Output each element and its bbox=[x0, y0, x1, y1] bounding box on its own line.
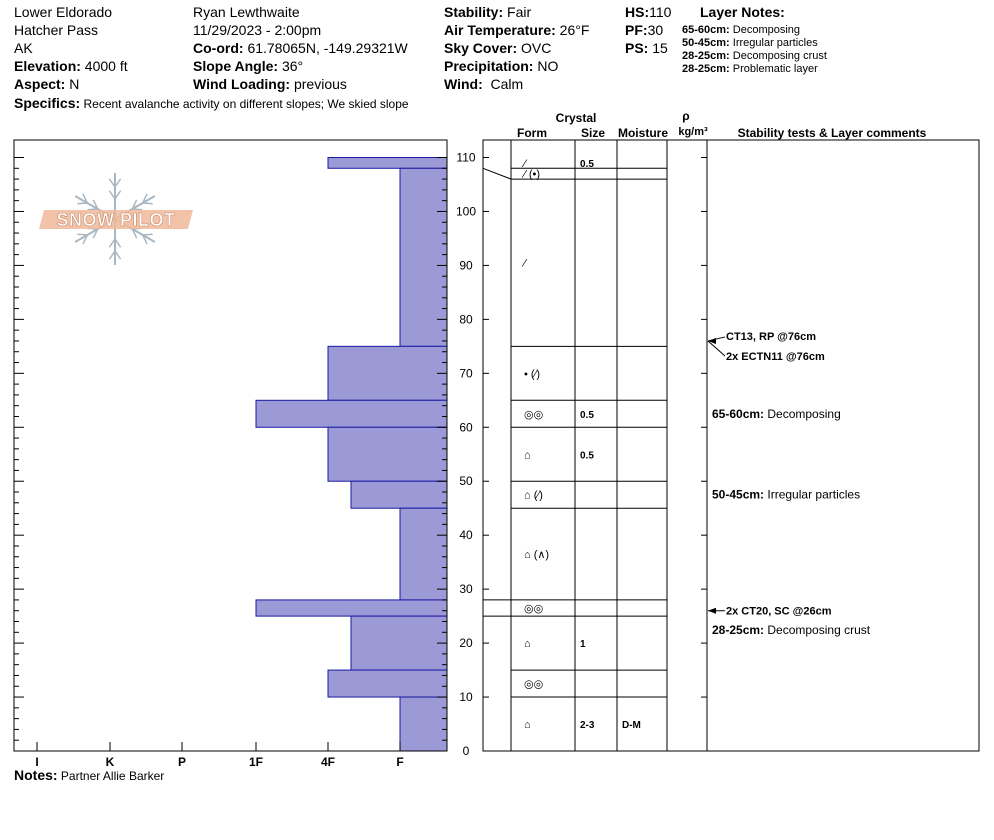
form-header: Form bbox=[517, 126, 547, 140]
grain-form: ◎◎ bbox=[524, 678, 544, 691]
snowflake-branch bbox=[77, 234, 87, 235]
height-tick-label: 50 bbox=[459, 474, 473, 489]
grain-form: ⌂ (∧) bbox=[524, 549, 550, 562]
height-tick-label: 60 bbox=[459, 420, 473, 435]
height-tick-label: 20 bbox=[459, 636, 473, 651]
snowflake-branch bbox=[77, 203, 87, 204]
height-tick-label: 40 bbox=[459, 528, 473, 543]
hardness-bar bbox=[400, 508, 447, 600]
hardness-bar bbox=[328, 670, 447, 697]
elevation: Elevation: 4000 ft bbox=[14, 58, 128, 74]
crystal-header: Crystal bbox=[555, 111, 597, 125]
slope-angle: Slope Angle: 36° bbox=[193, 58, 304, 74]
hardness-bar bbox=[351, 481, 447, 508]
height-tick-label: 110 bbox=[456, 150, 476, 165]
hardness-tick-label: K bbox=[105, 755, 115, 769]
observer: Ryan Lewthwaite bbox=[193, 4, 300, 20]
hs: HS:110 bbox=[625, 4, 672, 20]
stability-test: 2x CT20, SC @26cm bbox=[726, 605, 832, 618]
grain-form: ⌂ (⁄) bbox=[524, 489, 543, 502]
grain-form: ◎◎ bbox=[524, 603, 544, 616]
area: Hatcher Pass bbox=[14, 22, 99, 38]
sky-cover: Sky Cover: OVC bbox=[444, 40, 552, 56]
grain-form: ⁄ (•) bbox=[524, 168, 541, 181]
stability-test: CT13, RP @76cm bbox=[726, 330, 817, 343]
layer-comment-range: 65-60cm: bbox=[712, 406, 768, 421]
grain-form: ⌂ bbox=[524, 638, 531, 651]
grain-form: ◎◎ bbox=[524, 408, 544, 421]
layer-note: 28-25cm: Problematic layer bbox=[682, 63, 818, 75]
grain-moisture: D-M bbox=[622, 720, 641, 732]
grain-size: 0.5 bbox=[580, 450, 594, 462]
grain-size: 0.5 bbox=[580, 409, 594, 421]
table-frame bbox=[483, 140, 979, 751]
layer-comment bbox=[712, 407, 841, 421]
hardness-tick-label: I bbox=[35, 755, 39, 769]
wind-loading: Wind Loading: previous bbox=[193, 76, 347, 92]
air-temperature: Air Temperature: 26°F bbox=[444, 22, 590, 38]
test-arrowhead bbox=[708, 608, 716, 614]
hardness-bar bbox=[328, 346, 447, 400]
test-arrow bbox=[708, 341, 725, 356]
hardness-tick-label: P bbox=[177, 755, 187, 769]
layer-comment-text: Irregular particles bbox=[767, 487, 861, 502]
hardness-bar bbox=[351, 616, 447, 670]
grain-form: ⌂ bbox=[524, 449, 531, 462]
wind: Wind: Calm bbox=[444, 76, 524, 92]
hardness-tick-label: 4F bbox=[320, 755, 336, 769]
height-tick-label: 10 bbox=[459, 690, 473, 705]
stability-tests bbox=[708, 331, 871, 637]
hardness-bar bbox=[328, 427, 447, 481]
stability: Stability: Fair bbox=[444, 4, 532, 20]
layer-comment bbox=[712, 488, 860, 502]
stability-test: 2x ECTN11 @76cm bbox=[726, 350, 825, 363]
state: AK bbox=[14, 40, 33, 56]
snowflake-branch bbox=[143, 234, 153, 235]
grain-form: ⁄ bbox=[524, 157, 526, 170]
density-unit: kg/m³ bbox=[678, 126, 708, 138]
layer-note: 50-45cm: Irregular particles bbox=[682, 37, 818, 49]
grain-size: 2-3 bbox=[580, 720, 595, 732]
grain-size: 1 bbox=[580, 639, 586, 651]
height-tick-label: 70 bbox=[459, 366, 473, 381]
test-arrowhead bbox=[708, 338, 716, 344]
grain-form: ⁄ bbox=[524, 257, 526, 270]
specifics: Specifics: Recent avalanche activity on different slopes; We skied slope bbox=[14, 95, 409, 111]
snowpilot-logo bbox=[39, 173, 193, 265]
hardness-bar bbox=[400, 697, 447, 751]
pf: PF:30 bbox=[625, 22, 664, 38]
layer-comment-text: Decomposing crust bbox=[767, 623, 871, 638]
height-tick-label: 30 bbox=[459, 582, 473, 597]
ps: PS: 15 bbox=[625, 40, 668, 56]
grain-table bbox=[483, 109, 979, 751]
size-header: Size bbox=[580, 126, 606, 140]
layer-comment-range: 28-25cm: bbox=[712, 623, 768, 638]
height-tick-label: 90 bbox=[459, 258, 473, 273]
precipitation: Precipitation: NO bbox=[444, 58, 559, 74]
coordinates: Co-ord: 61.78065N, -149.29321W bbox=[193, 40, 408, 56]
grain-form: • (⁄) bbox=[524, 368, 541, 381]
layer-notes-title: Layer Notes: bbox=[700, 4, 785, 20]
layer-comment bbox=[712, 623, 871, 637]
density-symbol: ρ bbox=[682, 109, 690, 123]
layer-note: 65-60cm: Decomposing bbox=[682, 24, 801, 36]
hardness-bar bbox=[256, 600, 447, 616]
snowflake-branch bbox=[143, 203, 153, 204]
hardness-bars bbox=[256, 158, 447, 752]
height-tick-label: 0 bbox=[462, 744, 470, 758]
layer-comment-range: 50-45cm: bbox=[712, 487, 768, 502]
hardness-bar bbox=[328, 158, 447, 169]
moisture-header: Moisture bbox=[617, 126, 669, 140]
comments-header: Stability tests & Layer comments bbox=[737, 126, 927, 140]
height-tick-label: 100 bbox=[455, 204, 477, 219]
aspect: Aspect: N bbox=[14, 76, 80, 92]
layer-comment-text: Decomposing bbox=[767, 406, 841, 421]
layer-note: 28-25cm: Decomposing crust bbox=[682, 50, 827, 62]
location: Lower Eldorado bbox=[14, 4, 113, 20]
logo-text: SNOW PILOT bbox=[56, 210, 176, 230]
hardness-tick-label: 1F bbox=[248, 755, 264, 769]
hardness-bar bbox=[256, 400, 447, 427]
hardness-tick-label: F bbox=[396, 755, 404, 769]
datetime: 11/29/2023 - 2:00pm bbox=[193, 22, 322, 38]
height-link bbox=[483, 168, 511, 179]
notes: Notes: Partner Allie Barker bbox=[14, 767, 165, 783]
grain-form: ⌂ bbox=[524, 719, 531, 732]
grain-size: 0.5 bbox=[580, 158, 594, 170]
height-tick-label: 80 bbox=[459, 312, 473, 327]
